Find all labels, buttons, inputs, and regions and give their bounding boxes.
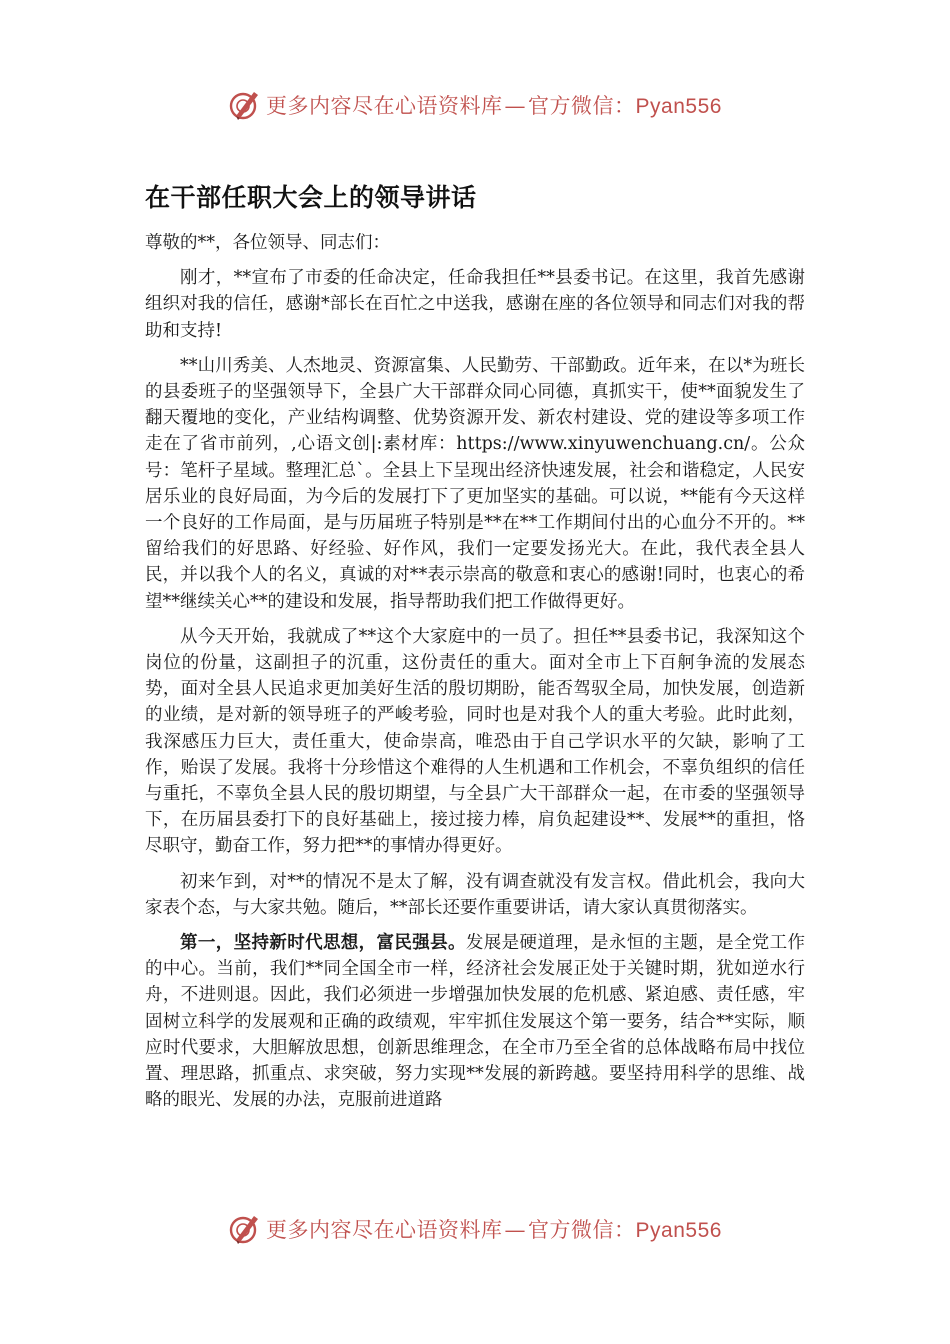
paragraph-4: 初来乍到，对**的情况不是太了解，没有调查就没有发言权。借此机会，我向大家表个态，与大家共勉。随后，**部长还要作重要讲话，请大家认真贯彻落实。 bbox=[145, 871, 805, 918]
banner-suffix-text: 官方微信： bbox=[528, 1218, 636, 1242]
paragraph-1: 刚才，**宣布了市委的任命决定，任命我担任**县委书记。在这里，我首先感谢组织对我的信任，感谢*部长在百忙之中送我，感谢在座的各位领导和同志们对我的帮助和支持! bbox=[145, 268, 805, 341]
document-body bbox=[145, 230, 805, 1123]
pen-circle-logo-icon bbox=[228, 88, 262, 122]
banner-main-text: 更多内容尽在心语资料库 bbox=[266, 94, 503, 118]
point-1-heading: 第一，坚持新时代思想，富民强县。 bbox=[180, 933, 466, 954]
page-title: 在干部任职大会上的领导讲话 bbox=[145, 183, 477, 212]
header-banner bbox=[0, 83, 950, 127]
banner-dash: — bbox=[504, 1218, 527, 1242]
footer-banner bbox=[0, 1207, 950, 1251]
pen-circle-logo-icon bbox=[228, 1212, 262, 1246]
banner-wechat-id: Pyan556 bbox=[635, 95, 722, 118]
paragraph-5 bbox=[145, 930, 805, 1113]
banner-text bbox=[266, 1214, 722, 1244]
banner-suffix-text: 官方微信： bbox=[528, 94, 636, 118]
paragraph-3: 从今天开始，我就成了**这个大家庭中的一员了。担任**县委书记，我深知这个岗位的份量，这副担子的沉重，这份责任的重大。面对全市上下百舸争流的发展态势，面对全县人民追求更加美好生活的殷切期盼，能否驾驭全局，加快发展，创造新的业绩，是对新的领导班子的严峻考验，同时也是对我个人的重大考验。此时此刻，我深感压力巨大，责任重大，使命崇高，唯恐由于自己学识水平的欠缺，影响了工作，贻误了发展。我将十分珍惜这个难得的人生机遇和工作机会，不辜负组织的信任与重托，不辜负全县人民的殷切期望，与全县广大干部群众一起，在市委的坚强领导下，在历届县委打下的良好基础上，接过接力棒，肩负起建设**、发展**的重担，恪尽职守，勤奋工作，努力把**的事情办得更好。 bbox=[145, 626, 805, 857]
point-1-body: 发展是硬道理，是永恒的主题，是全党工作的中心。当前，我们**同全国全市一样，经济社会发展正处于关键时期，犹如逆水行舟，不进则退。因此，我们必须进一步增强加快发展的危机感、紧迫感、责任感，牢固树立科学的发展观和正确的政绩观，牢牢抓住发展这个第一要务，结合**实际，顺应时代要求，大胆解放思想，创新思维理念，在全市乃至全省的总体战略布局中找位置、理思路，抓重点、求突破，努力实现**发展的新跨越。要坚持用科学的思维、战略的眼光、发展的办法，克服前进道路 bbox=[145, 933, 806, 1111]
banner-main-text: 更多内容尽在心语资料库 bbox=[266, 1218, 503, 1242]
banner-text bbox=[266, 90, 722, 120]
banner-wechat-id: Pyan556 bbox=[635, 1219, 722, 1242]
banner-dash: — bbox=[504, 94, 527, 118]
paragraph-2: **山川秀美、人杰地灵、资源富集、人民勤劳、干部勤政。近年来，在以*为班长的县委班子的坚强领导下，全县广大干部群众同心同德，真抓实干，使**面貌发生了翻天覆地的变化，产业结构调整、优势资源开发、新农村建设、党的建设等多项工作走在了省市前列，,心语文创|:素材库：https://www.xinyuwenchuang.cn/。公众号：笔杆子星域。整理汇总`。全县上下呈现出经济快速发展，社会和谐稳定，人民安居乐业的良好局面，为今后的发展打下了更加坚实的基础。可以说，**能有今天这样一个良好的工作局面，是与历届班子特别是**在**工作期间付出的心血分不开的。**留给我们的好思路、好经验、好作风，我们一定要发扬光大。在此，我代表全县人民，并以我个人的名义，真诚的对**表示崇高的敬意和衷心的感谢!同时，也衷心的希望**继续关心**的建设和发展，指导帮助我们把工作做得更好。 bbox=[145, 355, 805, 612]
salutation: 尊敬的**，各位领导、同志们： bbox=[145, 233, 390, 253]
